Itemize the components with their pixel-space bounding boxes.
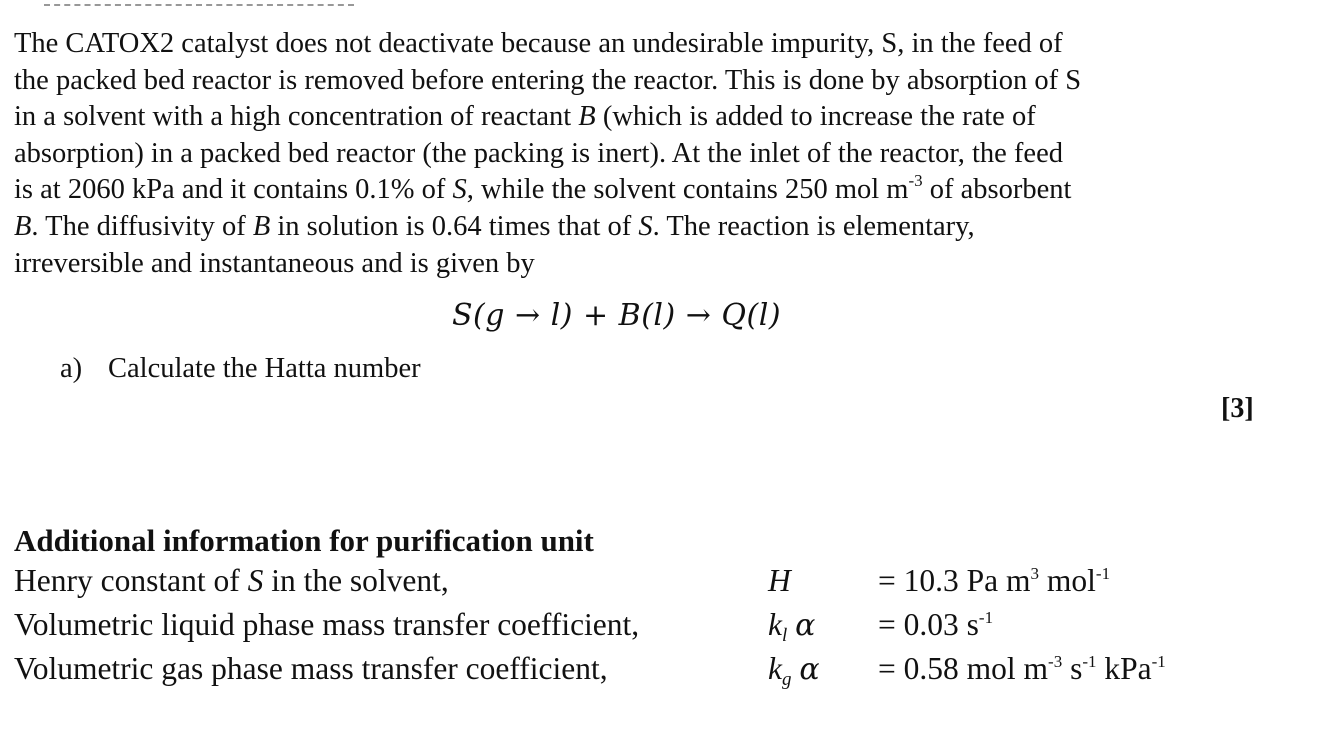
info-label: [14, 563, 449, 599]
info-value: [878, 607, 993, 643]
symbol-subscript: g: [781, 669, 792, 690]
text-segment: in solution is 0.64 times that of: [270, 210, 639, 242]
paragraph-line: absorption) in a packed bed reactor (the packing is inert). At the inlet of the reactor, the feed: [14, 137, 1063, 169]
text-segment: kPa: [1096, 651, 1152, 686]
info-symbol: [768, 651, 820, 690]
info-label: Volumetric gas phase mass transfer coefficient,: [14, 651, 608, 686]
cropped-text-remnant: [44, 4, 354, 12]
variable-B: B: [578, 101, 596, 133]
exponent: -1: [1082, 652, 1097, 671]
question-a: [60, 353, 421, 385]
text-segment: . The diffusivity of: [31, 210, 253, 242]
info-label: Volumetric liquid phase mass transfer coefficient,: [14, 607, 640, 642]
exponent: -1: [1151, 652, 1166, 671]
variable-B: B: [252, 210, 271, 242]
text-segment: = 10.3 Pa m: [878, 563, 1031, 598]
text-segment: in the solvent,: [263, 563, 449, 598]
info-value: [878, 563, 1110, 599]
reaction-equation: S(g → l) + B(l) → Q(l): [452, 298, 782, 333]
text-segment: s: [1062, 651, 1083, 686]
variable-S: S: [452, 174, 467, 206]
symbol-subscript: l: [781, 625, 788, 646]
problem-paragraph: [14, 26, 1229, 282]
symbol-alpha: α: [799, 652, 820, 687]
text-segment: Henry constant of: [14, 563, 248, 598]
variable-S: S: [247, 563, 264, 598]
text-segment: , while the solvent contains 250 mol m: [466, 174, 909, 206]
text-segment: . The reaction is elementary,: [652, 210, 975, 242]
paragraph-line: irreversible and instantaneous and is given by: [14, 247, 535, 279]
paragraph-line: the packed bed reactor is removed before entering the reactor. This is done by absorption of S: [14, 64, 1082, 96]
variable-B: B: [14, 210, 32, 242]
question-label: a): [60, 353, 83, 384]
symbol-k: k: [768, 607, 782, 642]
info-symbol: [768, 607, 816, 646]
text-segment: = 0.03 s: [878, 607, 979, 642]
symbol-alpha: α: [795, 608, 816, 643]
exponent: -3: [908, 171, 923, 191]
paragraph-line: [14, 209, 1229, 246]
paragraph-line: [14, 172, 1229, 209]
text-segment: (which is added to increase the rate of: [595, 101, 1036, 133]
text-segment: of absorbent: [922, 174, 1072, 206]
exponent: 3: [1030, 564, 1040, 583]
question-text: Calculate the Hatta number: [108, 353, 421, 384]
text-segment: in a solvent with a high concentration of reactant: [14, 101, 579, 133]
variable-S: S: [638, 210, 653, 242]
info-symbol: H: [768, 563, 791, 598]
text-segment: mol: [1039, 563, 1096, 598]
question-marks: [3]: [1221, 393, 1254, 424]
exponent: -3: [1048, 652, 1063, 671]
text-segment: is at 2060 kPa and it contains 0.1% of: [14, 174, 453, 206]
symbol-k: k: [768, 651, 782, 686]
exponent: -1: [978, 608, 994, 627]
paragraph-line: [14, 99, 1229, 136]
text-segment: = 0.58 mol m: [878, 651, 1049, 686]
paragraph-line: The CATOX2 catalyst does not deactivate because an undesirable impurity, S, in the feed of: [14, 28, 1063, 59]
info-value: [878, 651, 1166, 687]
additional-info-heading: Additional information for purification unit: [14, 523, 594, 558]
exponent: -1: [1095, 564, 1111, 583]
